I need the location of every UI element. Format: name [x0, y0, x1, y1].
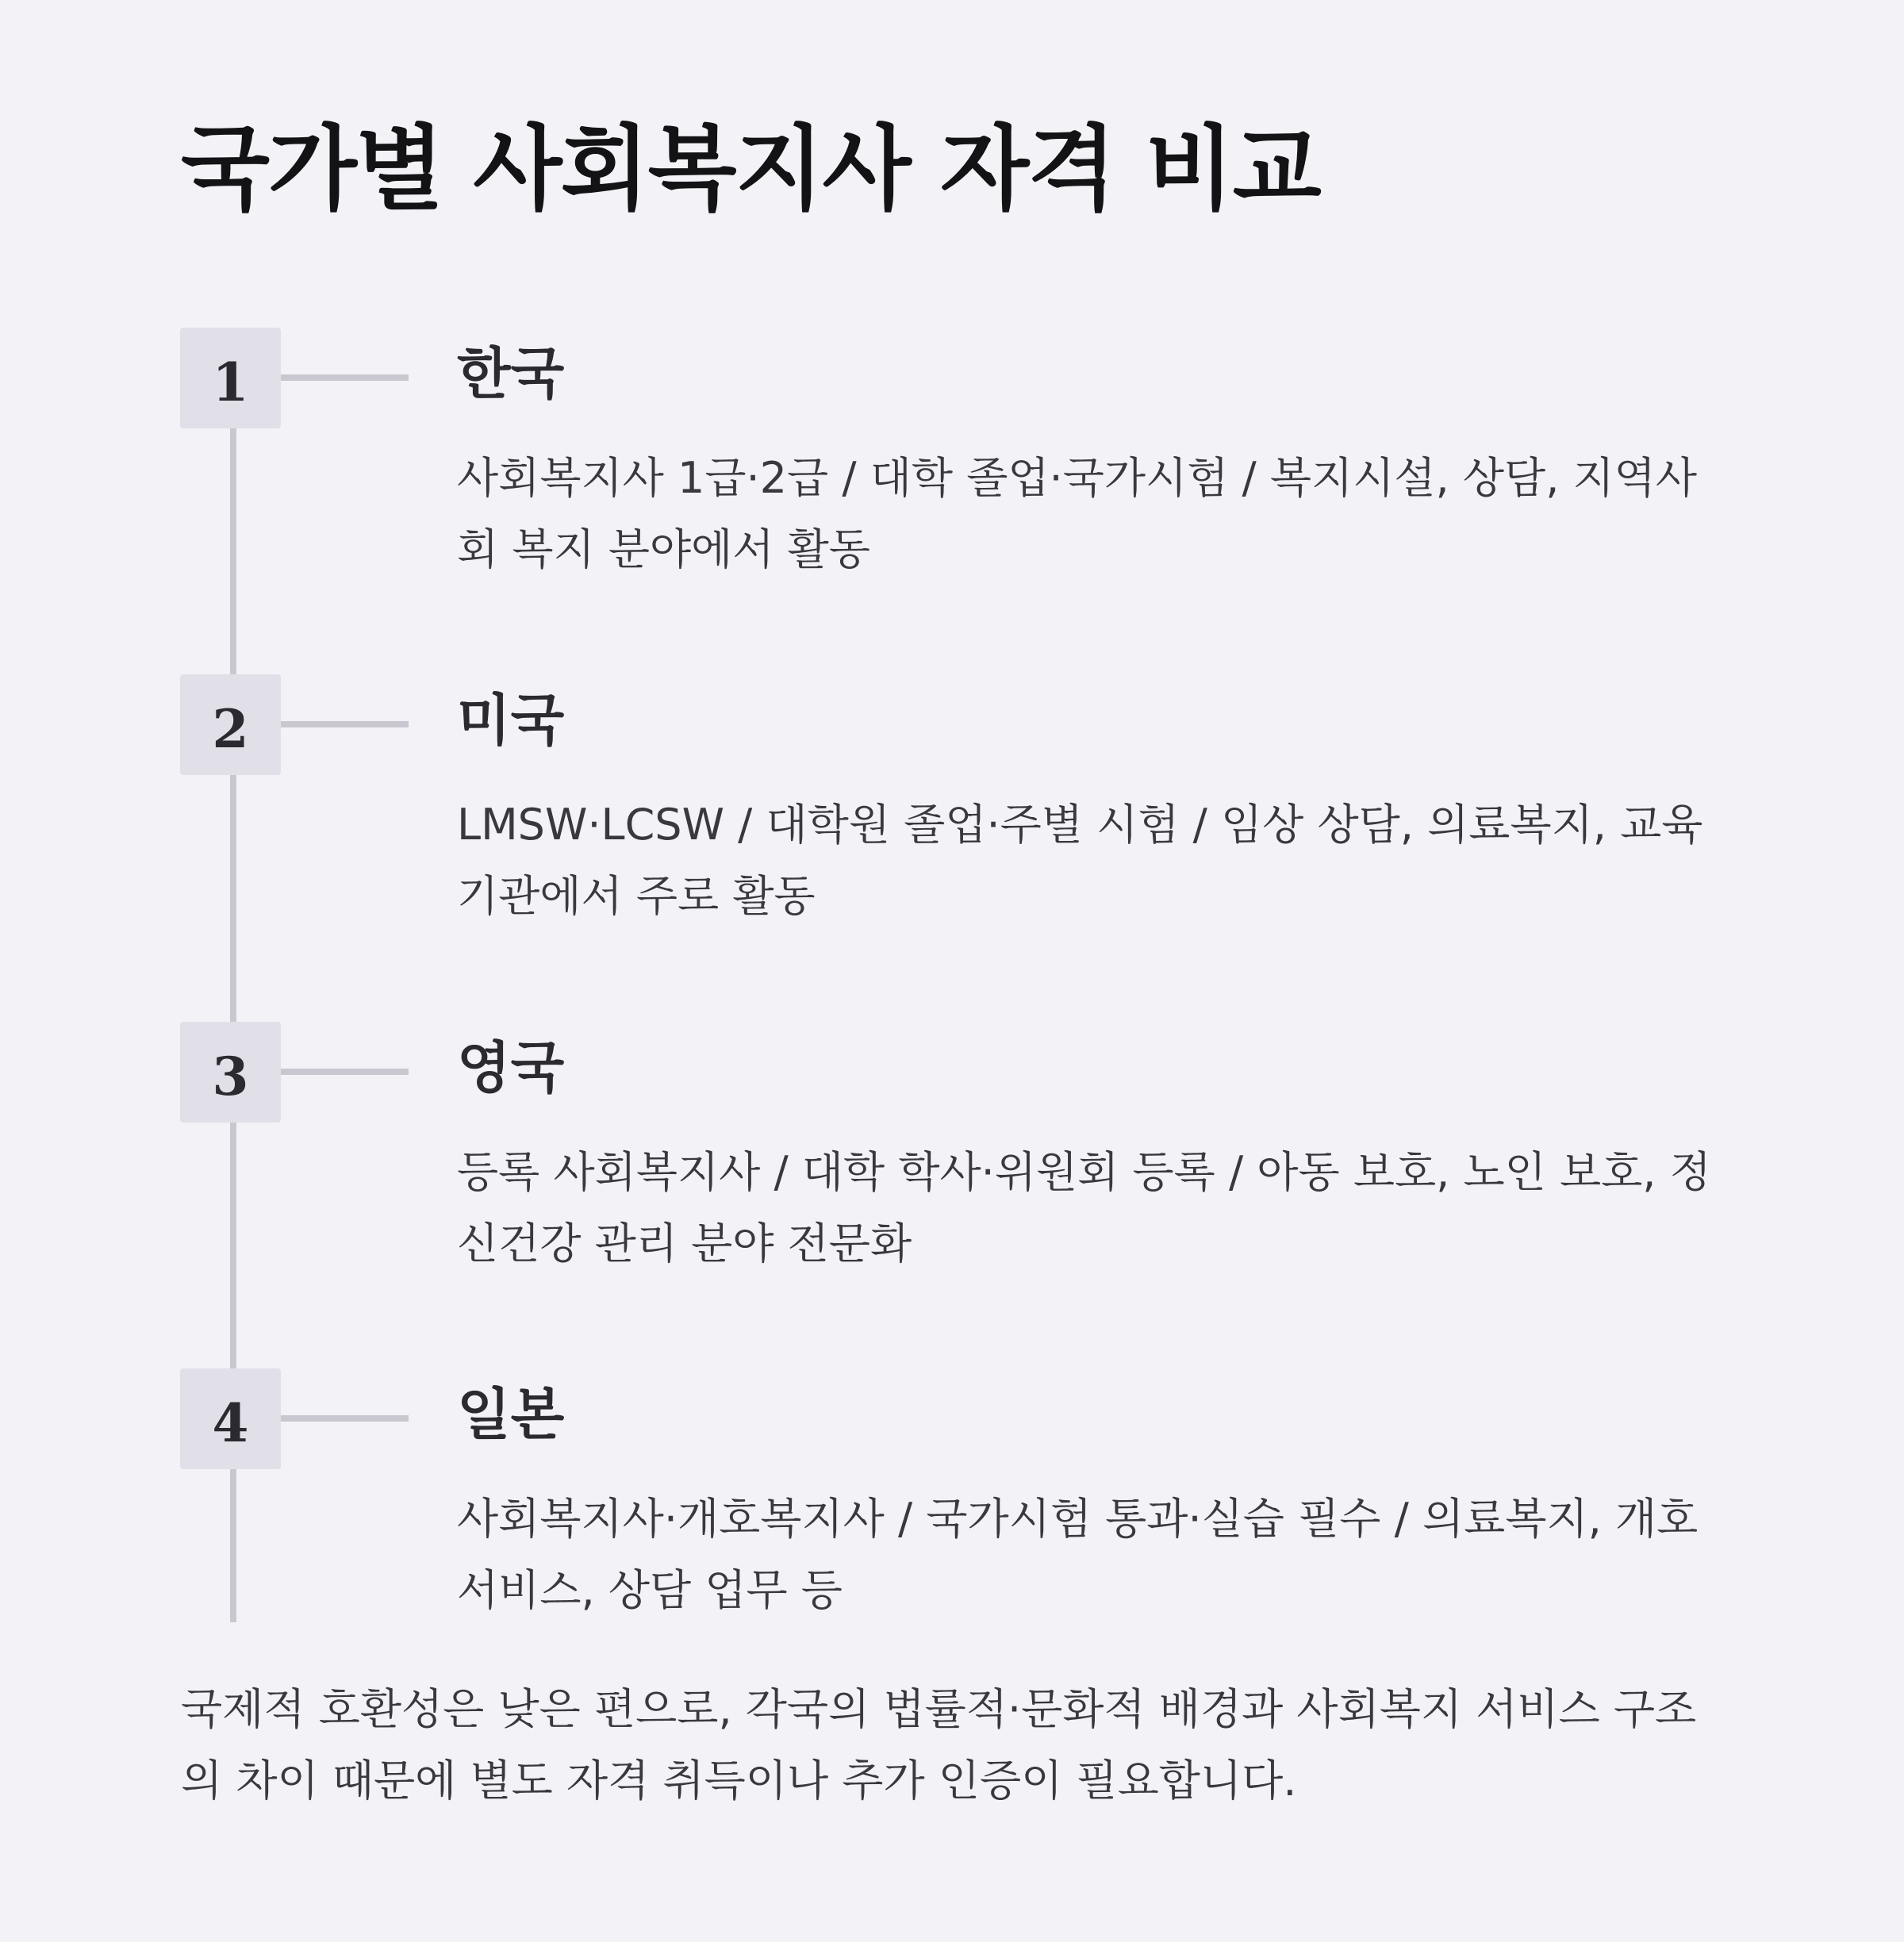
page-title: 국가별 사회복지사 자격 비교: [181, 116, 1320, 223]
country-description: 사회복지사 1급·2급 / 대학 졸업·국가시험 / 복지시설, 상담, 지역사회 복지 분야에서 활동: [457, 453, 1698, 574]
country-title: 미국: [457, 688, 565, 753]
step-number-badge: 1: [180, 328, 281, 428]
step-number-badge: 3: [180, 1022, 281, 1123]
step-number-badge: 2: [180, 674, 281, 775]
step-number-badge: 4: [180, 1368, 281, 1469]
country-description: 등록 사회복지사 / 대학 학사·위원회 등록 / 아동 보호, 노인 보호, 정신건강 관리 분야 전문화: [457, 1147, 1711, 1268]
country-title: 영국: [457, 1035, 565, 1100]
step-connector: [281, 1069, 409, 1075]
step-connector: [281, 721, 409, 727]
summary-text: 국제적 호환성은 낮은 편으로, 각국의 법률적·문화적 배경과 사회복지 서비스 구조의 차이 때문에 별도 자격 취득이나 추가 인증이 필요합니다.: [181, 1684, 1697, 1806]
step-connector: [281, 374, 409, 381]
country-title: 한국: [457, 341, 565, 406]
country-description: 사회복지사·개호복지사 / 국가시험 통과·실습 필수 / 의료복지, 개호 서비스, 상담 업무 등: [457, 1494, 1699, 1615]
country-title: 일본: [457, 1382, 565, 1447]
country-description: LMSW·LCSW / 대학원 졸업·주별 시험 / 임상 상담, 의료복지, 교육기관에서 주로 활동: [457, 800, 1703, 921]
step-connector: [281, 1415, 409, 1422]
